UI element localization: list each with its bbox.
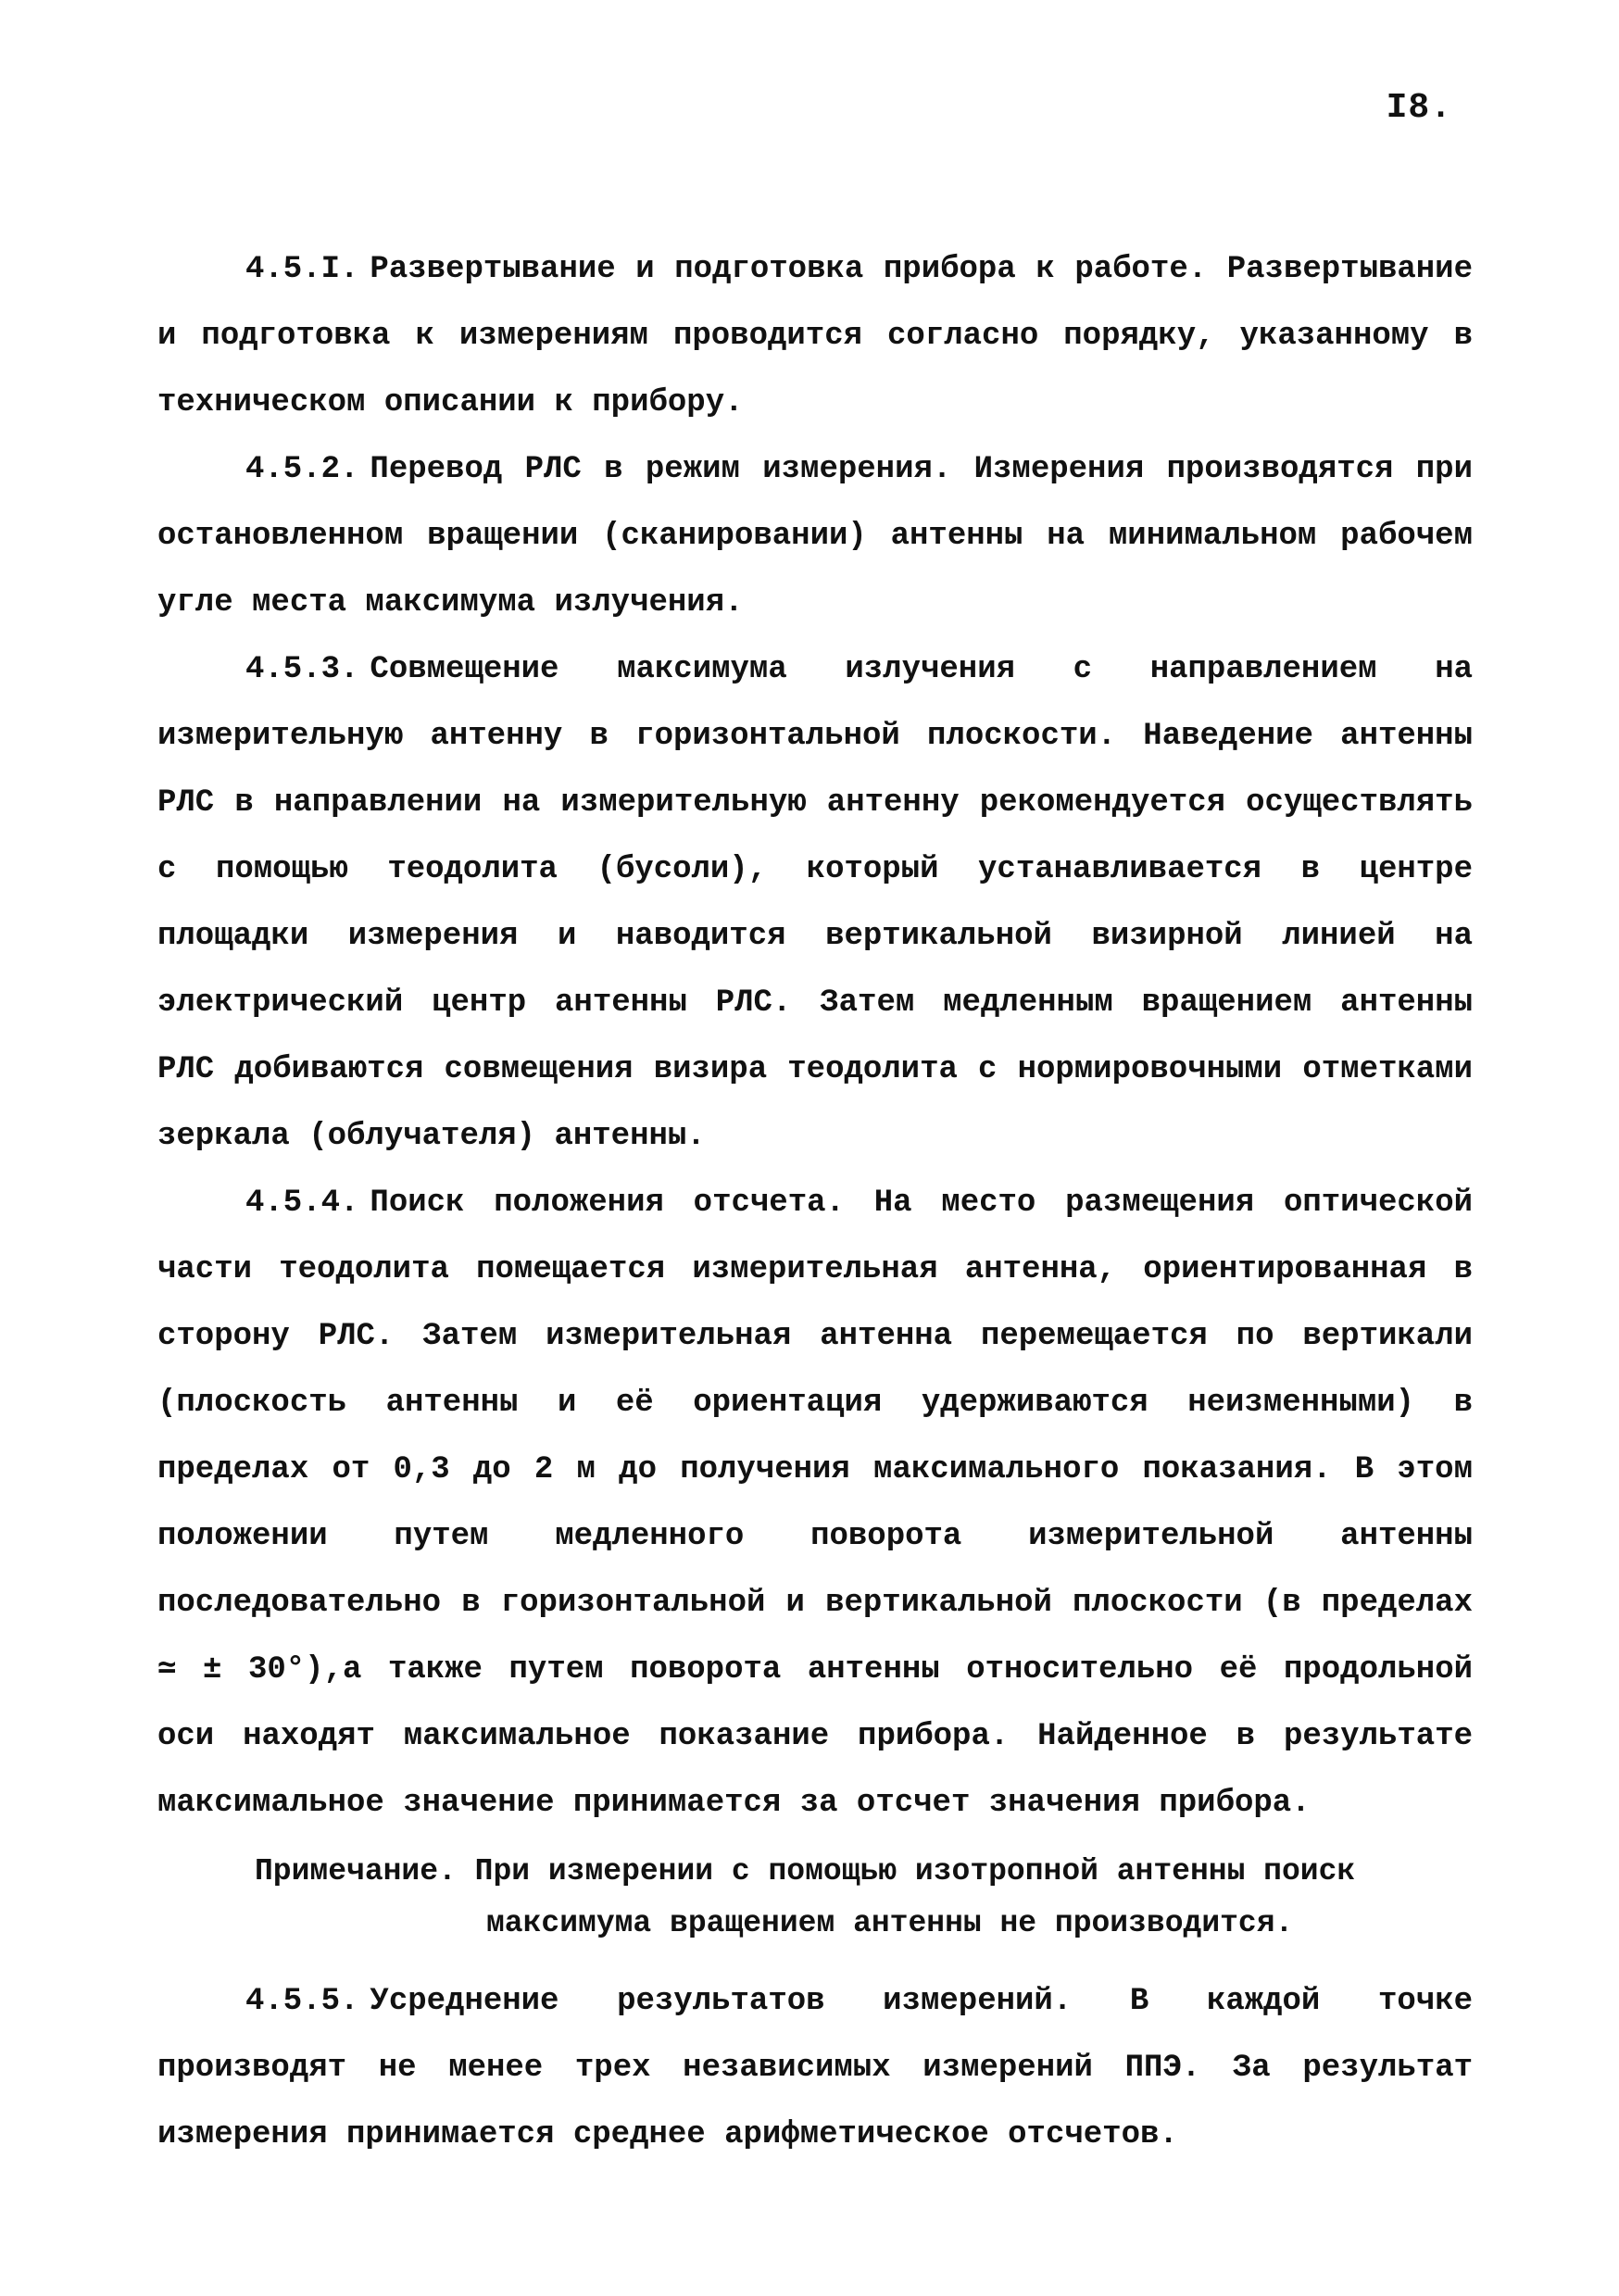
section-4-5-4	[157, 1170, 1473, 1837]
section-text: Усреднение результатов измерений. В каждой точке производят не менее трех независимых измерений ППЭ. За результат измерения принимается среднее арифметическое отсчетов.	[157, 1984, 1473, 2152]
page-number: I8.	[1386, 88, 1452, 128]
section-text: Совмещение максимума излучения с направлением на измерительную антенну в горизонтальной плоскости. Наведение антенны РЛС в направлении на измерительную антенну рекомендуется осуществлять с помощью теодолита (бусоли), который устанавливается в центре площадки измерения и наводится вертикальной визирной линией на электрический центр антенны РЛС. Затем медленным вращением антенны РЛС добиваются совмещения визира теодолита с нормировочными отметками зеркала (облучателя) антенны.	[157, 652, 1473, 1154]
section-4-5-1	[157, 236, 1473, 436]
document-body	[157, 236, 1473, 2168]
section-number: 4.5.3.	[245, 652, 359, 687]
section-4-5-5	[157, 1968, 1473, 2168]
section-number: 4.5.I.	[245, 252, 359, 287]
section-4-5-3	[157, 636, 1473, 1170]
section-4-5-2	[157, 436, 1473, 636]
section-text: Поиск положения отсчета. На место размещения оптической части теодолита помещается измерительная антенна, ориентированная в сторону РЛС. Затем измерительная антенна перемещается по вертикали (плоскость антенны и её ориентация удерживаются неизменными) в пределах от 0,3 до 2 м до получения максимального показания. В этом положении путем медленного поворота измерительной антенны последовательно в горизонтальной и вертикальной плоскости (в пределах ≃ ± 30°),а также путем поворота антенны относительно её продольной оси находят максимальное показание прибора. Найденное в результате максимальное значение принимается за отсчет значения прибора.	[157, 1186, 1473, 1821]
section-text: Перевод РЛС в режим измерения. Измерения производятся при остановленном вращении (сканировании) антенны на минимальном рабочем угле места максимума излучения.	[157, 452, 1473, 621]
section-text: Развертывание и подготовка прибора к работе. Развертывание и подготовка к измерениям проводится согласно порядку, указанному в техническом описании к прибору.	[157, 252, 1473, 420]
section-number: 4.5.5.	[245, 1984, 359, 2019]
note-line-1: Примечание. При измерении с помощью изотропной антенны поиск	[255, 1854, 1356, 1888]
section-number: 4.5.4.	[245, 1186, 359, 1221]
note	[157, 1846, 1473, 1950]
note-text	[157, 1846, 1473, 1950]
note-line-2: максимума вращением антенны не производится.	[486, 1906, 1294, 1940]
section-number: 4.5.2.	[245, 452, 359, 487]
